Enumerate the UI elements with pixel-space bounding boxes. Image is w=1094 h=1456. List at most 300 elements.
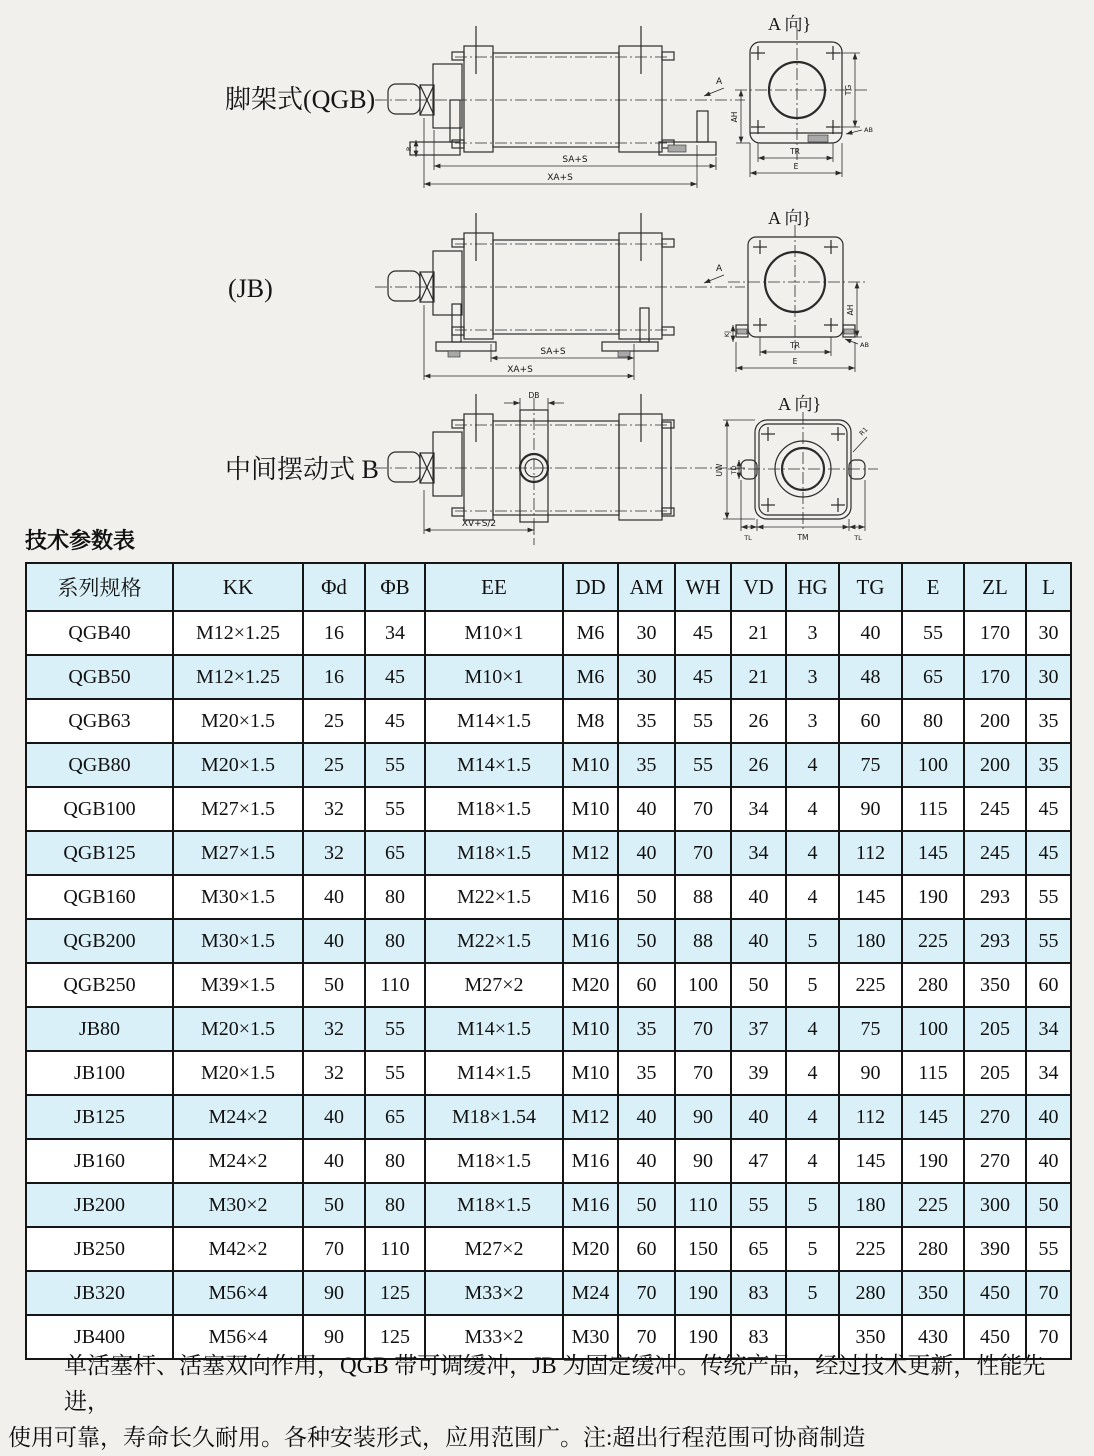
- dim-label-ah: AH: [846, 304, 855, 316]
- table-cell: M12: [563, 831, 618, 875]
- table-cell: 55: [365, 787, 425, 831]
- table-cell: 55: [365, 1051, 425, 1095]
- table-header-cell: WH: [675, 563, 731, 611]
- table-cell: 190: [902, 1139, 964, 1183]
- table-cell: M12: [563, 1095, 618, 1139]
- table-cell: M20×1.5: [173, 743, 303, 787]
- table-cell: 225: [902, 1183, 964, 1227]
- table-header-cell: 系列规格: [26, 563, 173, 611]
- table-cell: 125: [365, 1271, 425, 1315]
- table-cell: 205: [964, 1007, 1026, 1051]
- table-cell: 4: [786, 1007, 839, 1051]
- table-title: 技术参数表: [25, 529, 136, 554]
- table-cell: 110: [675, 1183, 731, 1227]
- table-cell: M10: [563, 1007, 618, 1051]
- dim-label-uw: UW: [715, 463, 724, 477]
- table-cell: 50: [618, 1183, 675, 1227]
- footer-line-2: 使用可靠，寿命长久耐用。各种安装形式，应用范围广。注:超出行程范围可协商制造: [8, 1425, 866, 1450]
- table-cell: 75: [839, 743, 902, 787]
- table-row: [26, 875, 1071, 919]
- table-cell: M33×2: [425, 1271, 563, 1315]
- table-cell: 35: [618, 743, 675, 787]
- table-cell: 3: [786, 655, 839, 699]
- table-cell: 4: [786, 831, 839, 875]
- table-cell: 80: [365, 1183, 425, 1227]
- table-cell: QGB200: [26, 919, 173, 963]
- table-cell: 90: [303, 1315, 365, 1359]
- table-cell: QGB125: [26, 831, 173, 875]
- table-row: [26, 963, 1071, 1007]
- table-cell: M18×1.5: [425, 1183, 563, 1227]
- table-cell: M18×1.5: [425, 831, 563, 875]
- table-cell: 100: [902, 1007, 964, 1051]
- table-cell: 200: [964, 743, 1026, 787]
- table-cell: 350: [964, 963, 1026, 1007]
- table-cell: 70: [675, 831, 731, 875]
- table-cell: 40: [303, 1095, 365, 1139]
- table-cell: 4: [786, 743, 839, 787]
- table-cell: 293: [964, 919, 1026, 963]
- table-cell: M56×4: [173, 1271, 303, 1315]
- table-cell: 112: [839, 1095, 902, 1139]
- table-cell: 34: [731, 831, 786, 875]
- table-cell: 225: [839, 963, 902, 1007]
- table-cell: 80: [365, 875, 425, 919]
- table-cell: 75: [839, 1007, 902, 1051]
- table-cell: 70: [675, 1051, 731, 1095]
- table-cell: 270: [964, 1139, 1026, 1183]
- table-cell: 70: [618, 1315, 675, 1359]
- table-cell: QGB100: [26, 787, 173, 831]
- table-header-cell: HG: [786, 563, 839, 611]
- table-cell: 80: [365, 919, 425, 963]
- footer-note: [8, 1348, 1086, 1456]
- table-cell: 16: [303, 655, 365, 699]
- table-cell: M12×1.25: [173, 655, 303, 699]
- table-row: [26, 611, 1071, 655]
- table-cell: 45: [365, 655, 425, 699]
- drawing-label-qgb: 脚架式(QGB): [225, 85, 376, 114]
- dim-label-db: DB: [528, 391, 540, 400]
- table-row: [26, 699, 1071, 743]
- table-cell: 225: [902, 919, 964, 963]
- table-row: [26, 1007, 1071, 1051]
- table-cell: M20×1.5: [173, 1051, 303, 1095]
- a-view-title: A 向}: [768, 14, 812, 34]
- dim-label-kj: KJ: [723, 330, 731, 338]
- table-cell: 50: [618, 875, 675, 919]
- table-cell: M18×1.5: [425, 1139, 563, 1183]
- dim-label-sa-s: SA+S: [540, 347, 566, 357]
- table-cell: M42×2: [173, 1227, 303, 1271]
- table-cell: 4: [786, 1095, 839, 1139]
- table-cell: 60: [839, 699, 902, 743]
- table-cell: JB125: [26, 1095, 173, 1139]
- table-header-cell: TG: [839, 563, 902, 611]
- table-cell: M22×1.5: [425, 919, 563, 963]
- table-cell: 90: [675, 1139, 731, 1183]
- table-cell: 225: [839, 1227, 902, 1271]
- table-cell: 40: [731, 875, 786, 919]
- table-cell: 50: [618, 919, 675, 963]
- table-cell: 26: [731, 743, 786, 787]
- table-cell: 40: [731, 919, 786, 963]
- table-cell: 190: [675, 1271, 731, 1315]
- dim-label-e: E: [792, 357, 798, 366]
- table-cell: 90: [303, 1271, 365, 1315]
- table-cell: M14×1.5: [425, 743, 563, 787]
- table-cell: 32: [303, 831, 365, 875]
- table-cell: 48: [839, 655, 902, 699]
- table-cell: 170: [964, 611, 1026, 655]
- table-cell: 145: [902, 831, 964, 875]
- table-cell: M8: [563, 699, 618, 743]
- table-cell: M39×1.5: [173, 963, 303, 1007]
- table-cell: JB200: [26, 1183, 173, 1227]
- table-cell: M14×1.5: [425, 1007, 563, 1051]
- table-cell: 100: [675, 963, 731, 1007]
- drawing-jb-side-view: [228, 213, 745, 380]
- dim-label-e: E: [793, 162, 799, 171]
- table-cell: M22×1.5: [425, 875, 563, 919]
- table-cell: 88: [675, 875, 731, 919]
- table-cell: 180: [839, 1183, 902, 1227]
- table-cell: 50: [731, 963, 786, 1007]
- table-cell: 145: [839, 1139, 902, 1183]
- table-cell: 40: [303, 1139, 365, 1183]
- table-cell: 390: [964, 1227, 1026, 1271]
- table-cell: JB320: [26, 1271, 173, 1315]
- table-header-row: [26, 563, 1071, 611]
- table-cell: M27×2: [425, 963, 563, 1007]
- drawing-trunnion-side-view: [225, 391, 745, 545]
- dim-label-xa-s: XA+S: [507, 365, 533, 375]
- table-cell: M30×1.5: [173, 875, 303, 919]
- table-cell: 34: [365, 611, 425, 655]
- view-arrow-label: A: [716, 264, 723, 274]
- table-cell: M14×1.5: [425, 699, 563, 743]
- table-cell: 39: [731, 1051, 786, 1095]
- table-cell: 245: [964, 831, 1026, 875]
- view-arrow-label: A: [716, 77, 723, 87]
- table-cell: 5: [786, 1271, 839, 1315]
- table-cell: 55: [365, 1007, 425, 1051]
- table-cell: 60: [618, 1227, 675, 1271]
- dim-label-sa-s: SA+S: [562, 155, 588, 165]
- table-cell: 40: [618, 1139, 675, 1183]
- table-row: [26, 919, 1071, 963]
- table-cell: 3: [786, 699, 839, 743]
- table-cell: 5: [786, 919, 839, 963]
- table-cell: 55: [365, 743, 425, 787]
- table-cell: 190: [902, 875, 964, 919]
- table-cell: 55: [675, 743, 731, 787]
- table-cell: M56×4: [173, 1315, 303, 1359]
- table-cell: 45: [1026, 831, 1071, 875]
- table-cell: 40: [1026, 1139, 1071, 1183]
- table-cell: 40: [1026, 1095, 1071, 1139]
- dim-label-r1: R1: [857, 425, 870, 438]
- table-cell: 112: [839, 831, 902, 875]
- table-cell: 300: [964, 1183, 1026, 1227]
- table-header-cell: EE: [425, 563, 563, 611]
- table-cell: 35: [618, 699, 675, 743]
- spec-table: [25, 562, 1072, 1360]
- table-cell: 80: [365, 1139, 425, 1183]
- table-cell: M10: [563, 787, 618, 831]
- table-cell: 50: [303, 1183, 365, 1227]
- dim-label-tr: TR: [790, 341, 800, 350]
- table-header-cell: AM: [618, 563, 675, 611]
- table-header-cell: Φd: [303, 563, 365, 611]
- table-cell: 145: [839, 875, 902, 919]
- table-cell: 50: [1026, 1183, 1071, 1227]
- table-cell: 125: [365, 1315, 425, 1359]
- dim-label-r: R: [405, 146, 413, 151]
- table-cell: 26: [731, 699, 786, 743]
- dim-label-tm: TM: [797, 533, 809, 542]
- table-cell: M30×2: [173, 1183, 303, 1227]
- table-cell: 40: [303, 919, 365, 963]
- table-cell: 70: [675, 1007, 731, 1051]
- table-cell: 40: [618, 831, 675, 875]
- table-cell: 50: [303, 963, 365, 1007]
- table-cell: 32: [303, 787, 365, 831]
- table-cell: M16: [563, 1139, 618, 1183]
- table-cell: JB250: [26, 1227, 173, 1271]
- table-cell: M24×2: [173, 1095, 303, 1139]
- dim-label-tl-left: TL: [744, 534, 752, 542]
- table-cell: 100: [902, 743, 964, 787]
- table-cell: QGB160: [26, 875, 173, 919]
- table-cell: 450: [964, 1271, 1026, 1315]
- table-cell: M24: [563, 1271, 618, 1315]
- drawing-jb-a-view: [723, 208, 869, 372]
- drawing-qgb-a-view: [730, 14, 873, 177]
- table-cell: 70: [303, 1227, 365, 1271]
- table-cell: 145: [902, 1095, 964, 1139]
- dim-label-xv: XV+S/2: [461, 519, 497, 529]
- table-cell: 55: [1026, 875, 1071, 919]
- table-header-cell: E: [902, 563, 964, 611]
- table-cell: 180: [839, 919, 902, 963]
- table-header-cell: ZL: [964, 563, 1026, 611]
- table-row: [26, 655, 1071, 699]
- table-row: [26, 787, 1071, 831]
- table-cell: 55: [902, 611, 964, 655]
- table-cell: M27×1.5: [173, 831, 303, 875]
- table-cell: M24×2: [173, 1139, 303, 1183]
- dim-label-tg: TG: [844, 84, 853, 96]
- table-cell: 293: [964, 875, 1026, 919]
- table-cell: 32: [303, 1007, 365, 1051]
- table-cell: M18×1.5: [425, 787, 563, 831]
- table-cell: 55: [731, 1183, 786, 1227]
- table-cell: M18×1.54: [425, 1095, 563, 1139]
- table-cell: 65: [365, 1095, 425, 1139]
- dim-label-ah: AH: [730, 111, 739, 123]
- table-header-cell: L: [1026, 563, 1071, 611]
- table-cell: QGB50: [26, 655, 173, 699]
- table-cell: M27×1.5: [173, 787, 303, 831]
- table-cell: 45: [675, 611, 731, 655]
- dim-label-tl-right: TL: [854, 534, 862, 542]
- table-header-cell: ΦB: [365, 563, 425, 611]
- table-cell: 45: [365, 699, 425, 743]
- table-cell: 32: [303, 1051, 365, 1095]
- table-cell: 245: [964, 787, 1026, 831]
- table-cell: 90: [675, 1095, 731, 1139]
- table-cell: 47: [731, 1139, 786, 1183]
- table-cell: 110: [365, 963, 425, 1007]
- table-cell: 55: [675, 699, 731, 743]
- table-cell: 170: [964, 655, 1026, 699]
- table-header-cell: KK: [173, 563, 303, 611]
- table-cell: 115: [902, 1051, 964, 1095]
- table-row: [26, 831, 1071, 875]
- table-cell: 5: [786, 963, 839, 1007]
- table-cell: 34: [1026, 1051, 1071, 1095]
- table-cell: 350: [902, 1271, 964, 1315]
- table-cell: 70: [1026, 1271, 1071, 1315]
- table-cell: 280: [902, 963, 964, 1007]
- table-cell: QGB40: [26, 611, 173, 655]
- table-cell: 350: [839, 1315, 902, 1359]
- table-cell: M16: [563, 1183, 618, 1227]
- technical-drawings: [0, 0, 1094, 556]
- table-cell: M27×2: [425, 1227, 563, 1271]
- table-cell: M10×1: [425, 611, 563, 655]
- table-cell: 5: [786, 1183, 839, 1227]
- table-cell: 60: [1026, 963, 1071, 1007]
- table-cell: M14×1.5: [425, 1051, 563, 1095]
- table-cell: 37: [731, 1007, 786, 1051]
- table-cell: 30: [1026, 611, 1071, 655]
- table-cell: 90: [839, 787, 902, 831]
- drawing-qgb-side-view: [225, 26, 745, 188]
- table-cell: 60: [618, 963, 675, 1007]
- drawing-label-jb: (JB): [228, 274, 273, 303]
- table-cell: QGB250: [26, 963, 173, 1007]
- table-cell: M10×1: [425, 655, 563, 699]
- table-cell: 70: [618, 1271, 675, 1315]
- table-cell: M33×2: [425, 1315, 563, 1359]
- table-cell: 30: [618, 655, 675, 699]
- table-cell: 4: [786, 1139, 839, 1183]
- table-cell: 4: [786, 787, 839, 831]
- table-cell: 110: [365, 1227, 425, 1271]
- table-row: [26, 1051, 1071, 1095]
- table-cell: M30×1.5: [173, 919, 303, 963]
- footer-line-1: 单活塞杆、活塞双向作用，QGB 带可调缓冲，JB 为固定缓冲。传统产品，经过技术更新，性能先进，: [64, 1353, 1046, 1414]
- table-cell: M20: [563, 963, 618, 1007]
- table-cell: 45: [1026, 787, 1071, 831]
- table-cell: 21: [731, 611, 786, 655]
- table-cell: 35: [1026, 743, 1071, 787]
- table-cell: 83: [731, 1315, 786, 1359]
- table-cell: 65: [731, 1227, 786, 1271]
- table-cell: M6: [563, 655, 618, 699]
- table-cell: 200: [964, 699, 1026, 743]
- table-cell: JB100: [26, 1051, 173, 1095]
- table-cell: M20: [563, 1227, 618, 1271]
- table-cell: 40: [303, 875, 365, 919]
- table-cell: 35: [618, 1007, 675, 1051]
- table-row: [26, 1271, 1071, 1315]
- table-cell: 21: [731, 655, 786, 699]
- table-cell: M16: [563, 919, 618, 963]
- table-cell: 65: [365, 831, 425, 875]
- table-cell: 30: [618, 611, 675, 655]
- table-cell: 70: [675, 787, 731, 831]
- table-cell: 4: [786, 875, 839, 919]
- table-cell: 25: [303, 699, 365, 743]
- table-cell: 70: [1026, 1315, 1071, 1359]
- table-cell: 450: [964, 1315, 1026, 1359]
- table-cell: 4: [786, 1051, 839, 1095]
- dim-label-tr: TR: [790, 147, 800, 156]
- table-row: [26, 1183, 1071, 1227]
- table-cell: 280: [902, 1227, 964, 1271]
- dim-label-ab: AB: [860, 341, 869, 349]
- table-row: [26, 743, 1071, 787]
- table-cell: 34: [1026, 1007, 1071, 1051]
- table-cell: QGB63: [26, 699, 173, 743]
- table-cell: 115: [902, 787, 964, 831]
- table-cell: QGB80: [26, 743, 173, 787]
- dim-label-td: TD: [730, 465, 738, 475]
- table-header-cell: VD: [731, 563, 786, 611]
- a-view-title: A 向}: [768, 208, 812, 228]
- table-row: [26, 1139, 1071, 1183]
- table-cell: 30: [1026, 655, 1071, 699]
- table-row: [26, 1095, 1071, 1139]
- table-cell: 55: [1026, 1227, 1071, 1271]
- dim-label-ab: AB: [864, 126, 873, 134]
- table-cell: M20×1.5: [173, 1007, 303, 1051]
- table-cell: 80: [902, 699, 964, 743]
- table-cell: 88: [675, 919, 731, 963]
- table-cell: 205: [964, 1051, 1026, 1095]
- table-cell: 35: [618, 1051, 675, 1095]
- table-cell: 150: [675, 1227, 731, 1271]
- table-cell: M12×1.25: [173, 611, 303, 655]
- table-cell: M10: [563, 743, 618, 787]
- table-cell: 45: [675, 655, 731, 699]
- a-view-title: A 向}: [778, 394, 822, 414]
- table-cell: 83: [731, 1271, 786, 1315]
- table-cell: M20×1.5: [173, 699, 303, 743]
- table-cell: 430: [902, 1315, 964, 1359]
- table-cell: 55: [1026, 919, 1071, 963]
- table-cell: 25: [303, 743, 365, 787]
- table-cell: 3: [786, 611, 839, 655]
- table-cell: M16: [563, 875, 618, 919]
- table-cell: 40: [731, 1095, 786, 1139]
- table-cell: M30: [563, 1315, 618, 1359]
- table-cell: M10: [563, 1051, 618, 1095]
- table-cell: JB160: [26, 1139, 173, 1183]
- table-cell: 35: [1026, 699, 1071, 743]
- table-cell: 16: [303, 611, 365, 655]
- table-cell: JB400: [26, 1315, 173, 1359]
- table-cell: 190: [675, 1315, 731, 1359]
- table-cell: 280: [839, 1271, 902, 1315]
- table-cell: 270: [964, 1095, 1026, 1139]
- table-cell: 90: [839, 1051, 902, 1095]
- table-cell: 5: [786, 1227, 839, 1271]
- table-cell: 40: [618, 787, 675, 831]
